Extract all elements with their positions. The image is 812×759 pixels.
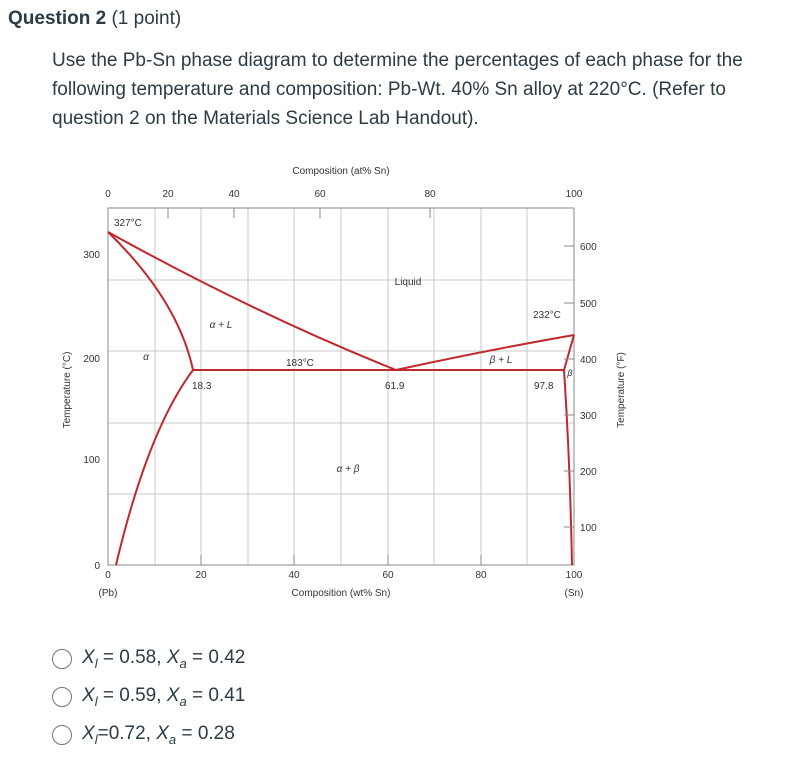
answer-option-3[interactable] xyxy=(52,716,245,754)
answer-text: $X_l=0.72$, $X_a = 0.28$ xyxy=(82,723,235,747)
liquidus-left xyxy=(108,232,396,370)
solvus-right xyxy=(564,370,572,565)
radio-button[interactable] xyxy=(52,649,72,669)
label-sn-melting: 232°C xyxy=(533,310,561,321)
radio-button[interactable] xyxy=(52,725,72,745)
region-liquid: Liquid xyxy=(394,277,422,288)
right-tick-500: 500 xyxy=(580,299,597,310)
radio-button[interactable] xyxy=(52,687,72,707)
question-title-text: Question 2 xyxy=(8,8,107,29)
region-beta: β xyxy=(567,368,573,378)
answer-text: $X_l = 0.59$, $X_a = 0.41$ xyxy=(82,685,246,709)
answer-option-1[interactable] xyxy=(52,640,245,678)
region-beta-liquid: β + L xyxy=(489,355,513,366)
right-tick-200: 200 xyxy=(580,467,597,478)
left-axis-title: Temperature (°C) xyxy=(62,351,73,429)
left-tick-0: 0 xyxy=(94,561,100,572)
right-tick-100: 100 xyxy=(580,523,597,534)
right-axis-title: Temperature (°F) xyxy=(616,352,627,428)
right-tick-600: 600 xyxy=(580,242,597,253)
grid xyxy=(108,208,574,565)
top-tick-20: 20 xyxy=(162,189,174,200)
bottom-tick-60: 60 xyxy=(382,570,394,581)
bottom-tick-0: 0 xyxy=(105,570,111,581)
top-tick-60: 60 xyxy=(314,189,326,200)
region-alpha: α xyxy=(143,352,149,363)
question-title xyxy=(8,8,181,30)
region-alpha-beta: α + β xyxy=(336,464,360,475)
region-alpha-liquid: α + L xyxy=(209,320,233,331)
label-pb-melting: 327°C xyxy=(114,218,142,229)
phase-diagram xyxy=(58,160,648,615)
right-tick-300: 300 xyxy=(580,411,597,422)
bottom-tick-20: 20 xyxy=(195,570,207,581)
bottom-tick-80: 80 xyxy=(475,570,487,581)
bottom-tick-100: 100 xyxy=(565,570,583,581)
top-tick-40: 40 xyxy=(228,189,240,200)
top-tick-0: 0 xyxy=(105,189,111,200)
bottom-axis-title: Composition (wt% Sn) xyxy=(291,588,391,599)
left-tick-100: 100 xyxy=(83,455,100,466)
bottom-end-label-sn: (Sn) xyxy=(564,588,584,599)
top-axis-title: Composition (at% Sn) xyxy=(292,166,390,177)
left-tick-200: 200 xyxy=(83,354,100,365)
question-body: Use the Pb-Sn phase diagram to determine the percentages of each phase for the following temperature and composition: Pb-Wt. 40% Sn alloy at 220°C. (Refer to question 2 on the Materials Science Lab Handout). xyxy=(52,50,743,129)
bottom-end-label-pb: (Pb) xyxy=(98,588,118,599)
solidus-right xyxy=(564,335,574,370)
answer-text: $X_l = 0.58$, $X_a = 0.42$ xyxy=(82,647,246,671)
liquidus-right xyxy=(396,335,574,370)
label-beta-max: 97.8 xyxy=(534,381,554,392)
left-tick-300: 300 xyxy=(83,250,100,261)
question-points: (1 point) xyxy=(111,8,182,29)
answer-option-2[interactable] xyxy=(52,678,245,716)
label-alpha-max: 18.3 xyxy=(192,381,212,392)
phase-diagram-svg xyxy=(58,160,648,610)
label-eutectic-temp: 183°C xyxy=(286,358,314,369)
label-eutectic-comp: 61.9 xyxy=(385,381,405,392)
top-tick-100: 100 xyxy=(565,189,583,200)
answer-options xyxy=(52,640,245,754)
bottom-tick-40: 40 xyxy=(288,570,300,581)
top-tick-80: 80 xyxy=(424,189,436,200)
solidus-left xyxy=(108,232,193,370)
right-tick-400: 400 xyxy=(580,355,597,366)
